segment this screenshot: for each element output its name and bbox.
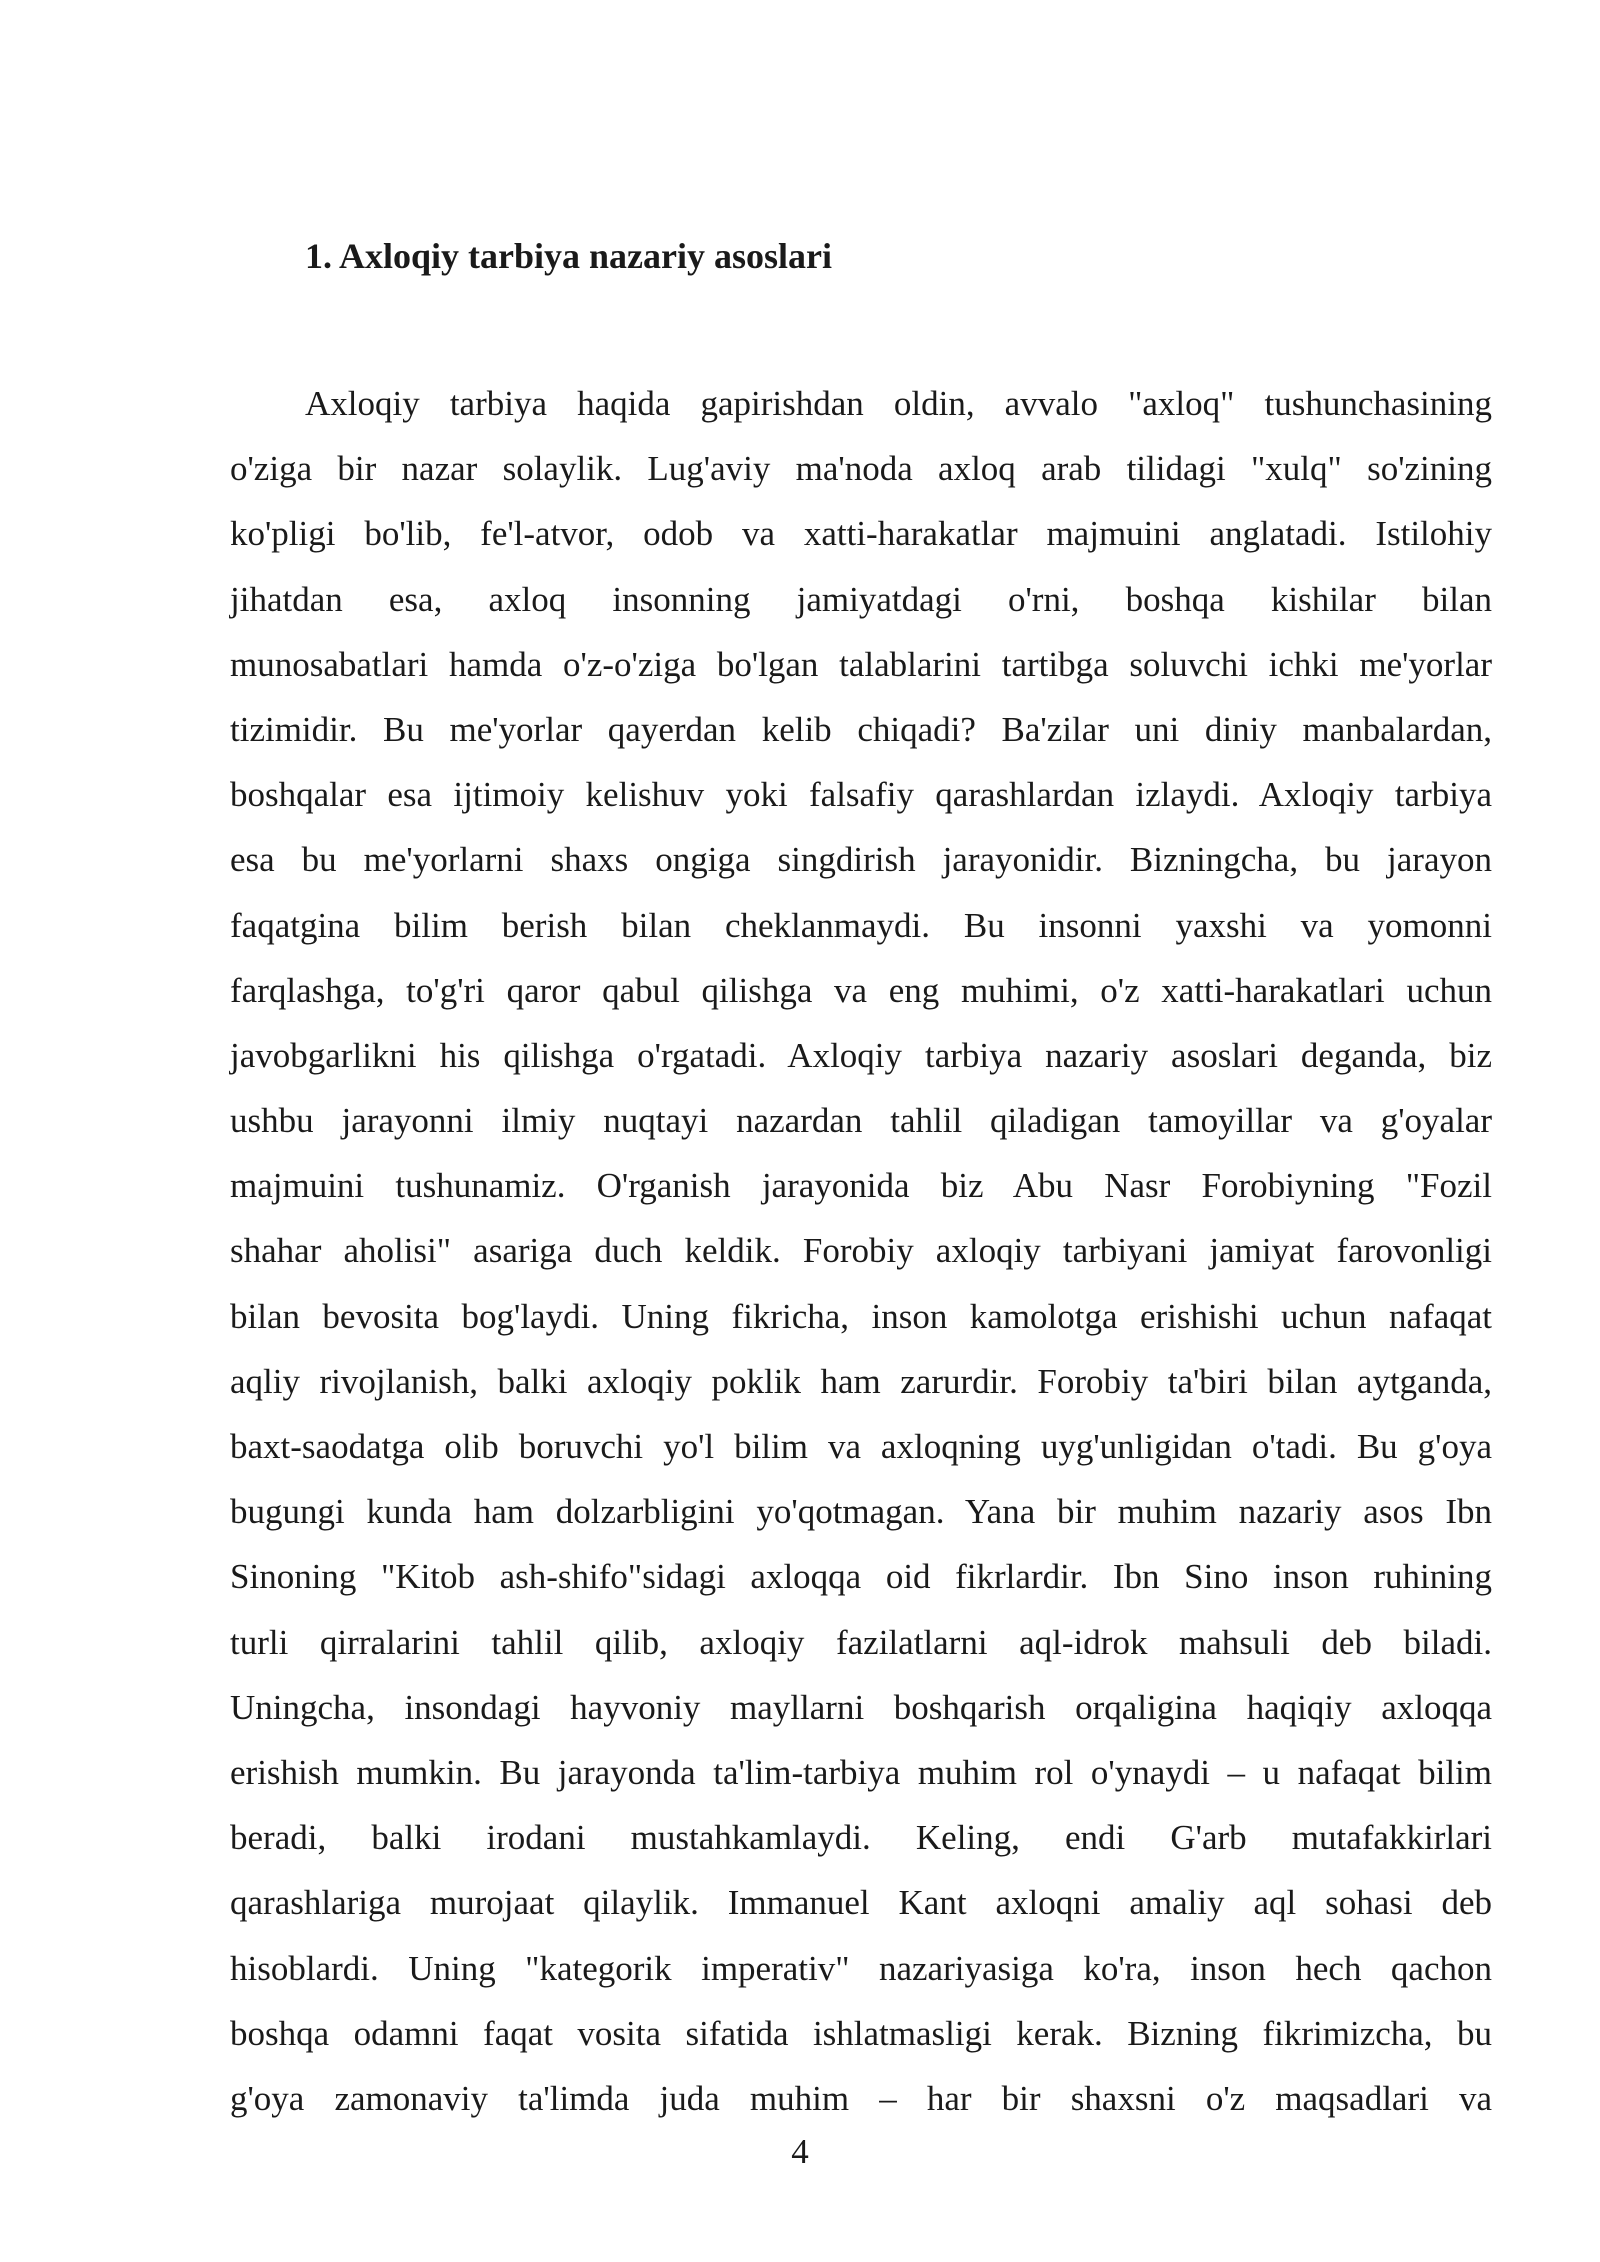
paragraph-line: Axloqiy tarbiya haqida gapirishdan oldin, avvalo "axloq" tushunchasining bbox=[305, 384, 1492, 423]
paragraph-line: bilan bevosita bog'laydi. Uning fikricha, inson kamolotga erishishi uchun nafaqat bbox=[230, 1296, 1492, 1336]
paragraph-line: boshqa odamni faqat vosita sifatida ishlatmasligi kerak. Bizning fikrimizcha, bu bbox=[230, 2013, 1492, 2053]
paragraph-line: erishish mumkin. Bu jarayonda ta'lim-tarbiya muhim rol o'ynaydi – u nafaqat bilim bbox=[230, 1752, 1492, 1792]
page-number: 4 bbox=[791, 2132, 809, 2171]
paragraph-line: g'oya zamonaviy ta'limda juda muhim – har bir shaxsni o'z maqsadlari va bbox=[230, 2078, 1492, 2118]
body-paragraph bbox=[230, 371, 1492, 2131]
paragraph-line: bugungi kunda ham dolzarbligini yo'qotmagan. Yana bir muhim nazariy asos Ibn bbox=[230, 1492, 1492, 1532]
paragraph-line: o'ziga bir nazar solaylik. Lug'aviy ma'noda axloq arab tilidagi "xulq" so'zining bbox=[230, 449, 1492, 489]
paragraph-line: ko'pligi bo'lib, fe'l-atvor, odob va xatti-harakatlar majmuini anglatadi. Istilohiy bbox=[230, 514, 1492, 554]
paragraph-line: beradi, balki irodani mustahkamlaydi. Keling, endi G'arb mutafakkirlari bbox=[230, 1818, 1492, 1858]
paragraph-line: ushbu jarayonni ilmiy nuqtayi nazardan tahlil qiladigan tamoyillar va g'oyalar bbox=[230, 1101, 1492, 1141]
paragraph-line: aqliy rivojlanish, balki axloqiy poklik ham zarurdir. Forobiy ta'biri bilan aytganda, bbox=[230, 1361, 1492, 1401]
paragraph-line: faqatgina bilim berish bilan cheklanmaydi. Bu insonni yaxshi va yomonni bbox=[230, 905, 1492, 945]
paragraph-line: majmuini tushunamiz. O'rganish jarayonida biz Abu Nasr Forobiyning "Fozil bbox=[230, 1166, 1492, 1206]
paragraph-line: jihatdan esa, axloq insonning jamiyatdagi o'rni, boshqa kishilar bilan bbox=[230, 579, 1492, 619]
paragraph-line: farqlashga, to'g'ri qaror qabul qilishga va eng muhimi, o'z xatti-harakatlari uchun bbox=[230, 970, 1492, 1010]
paragraph-line: tizimidir. Bu me'yorlar qayerdan kelib chiqadi? Ba'zilar uni diniy manbalardan, bbox=[230, 709, 1492, 749]
paragraph-line: baxt-saodatga olib boruvchi yo'l bilim va axloqning uyg'unligidan o'tadi. Bu g'oya bbox=[230, 1427, 1492, 1466]
paragraph-line: Uningcha, insondagi hayvoniy mayllarni boshqarish orqaligina haqiqiy axloqqa bbox=[230, 1687, 1492, 1727]
paragraph-line: qarashlariga murojaat qilaylik. Immanuel Kant axloqni amaliy aql sohasi deb bbox=[230, 1883, 1492, 1923]
section-heading: 1. Axloqiy tarbiya nazariy asoslari bbox=[305, 236, 833, 276]
paragraph-line: turli qirralarini tahlil qilib, axloqiy fazilatlarni aql-idrok mahsuli deb biladi. bbox=[230, 1622, 1492, 1662]
paragraph-line: hisoblardi. Uning "kategorik imperativ" nazariyasiga ko'ra, inson hech qachon bbox=[230, 1948, 1492, 1988]
paragraph-line: esa bu me'yorlarni shaxs ongiga singdirish jarayonidir. Bizningcha, bu jarayon bbox=[230, 840, 1492, 880]
paragraph-line: shahar aholisi" asariga duch keldik. Forobiy axloqiy tarbiyani jamiyat farovonligi bbox=[230, 1231, 1492, 1271]
paragraph-line: Sinoning "Kitob ash-shifo"sidagi axloqqa oid fikrlardir. Ibn Sino inson ruhining bbox=[230, 1557, 1492, 1597]
paragraph-line: javobgarlikni his qilishga o'rgatadi. Axloqiy tarbiya nazariy asoslari deganda, biz bbox=[230, 1035, 1492, 1075]
paragraph-line: munosabatlari hamda o'z-o'ziga bo'lgan talablarini tartibga soluvchi ichki me'yorlar bbox=[230, 644, 1492, 684]
paragraph-line: boshqalar esa ijtimoiy kelishuv yoki falsafiy qarashlardan izlaydi. Axloqiy tarbiya bbox=[230, 775, 1492, 815]
